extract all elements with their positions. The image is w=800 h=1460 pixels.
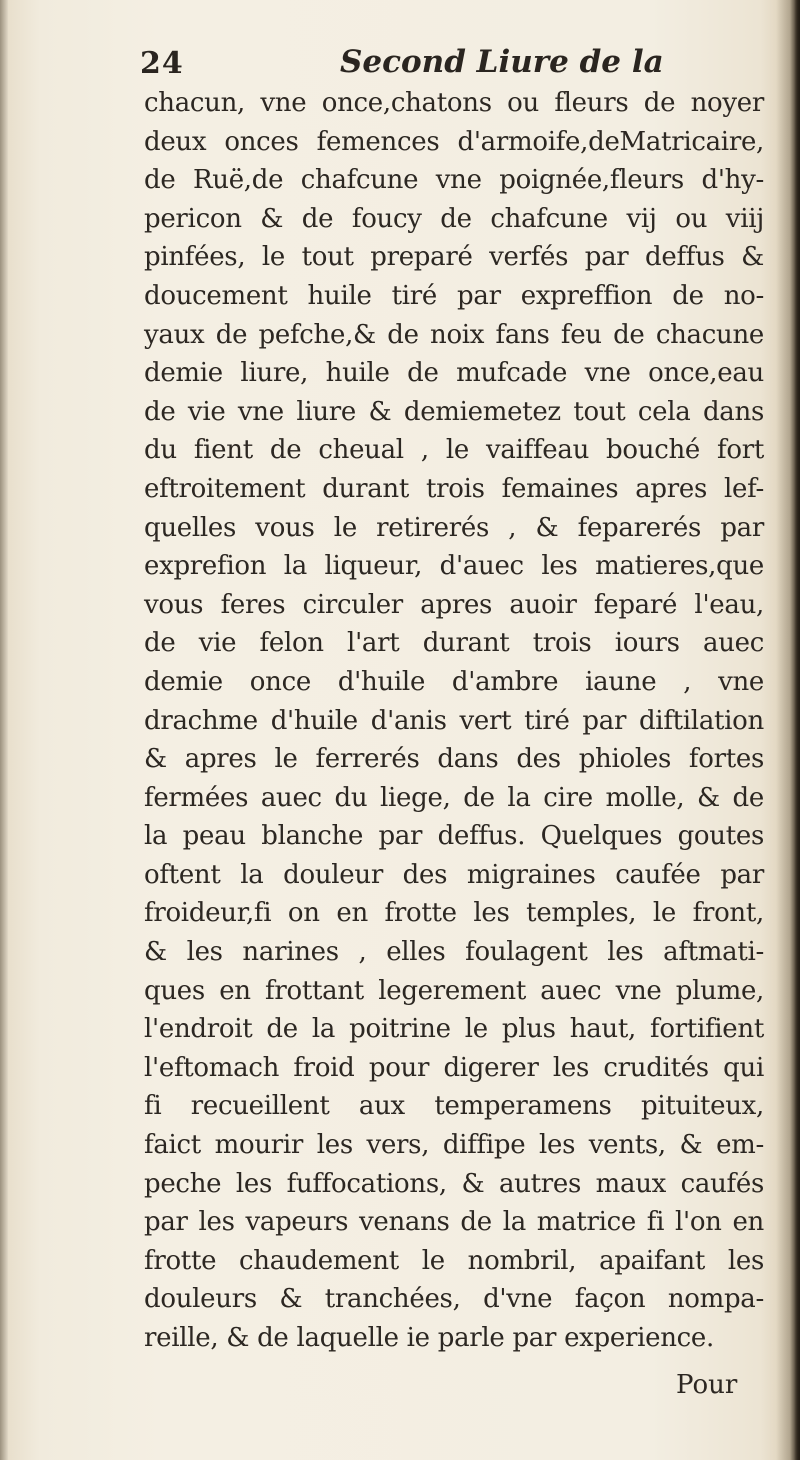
- text-line: yaux de pefche,& de noix fans feu de chacune: [144, 319, 764, 350]
- text-line: du fient de cheual , le vaiffeau bouché fort: [144, 435, 764, 466]
- text-line: demie once d'huile d'ambre iaune , vne: [144, 666, 764, 697]
- text-line: pinfées, le tout preparé verfés par deffus &: [144, 242, 764, 273]
- text-line: deux onces femences d'armoife,deMatricaire,: [144, 126, 764, 157]
- text-line: peche les fuffocations, & autres maux caufés: [144, 1168, 764, 1199]
- text-line: ques en frottant legerement auec vne plume,: [144, 975, 764, 1006]
- text-line: doucement huile tiré par expreffion de no-: [144, 280, 764, 311]
- text-line: faict mourir les vers, diffipe les vents, & em-: [144, 1130, 764, 1161]
- page-number: 24: [140, 46, 184, 81]
- text-line: pericon & de foucy de chafcune vij ou viij: [144, 203, 764, 234]
- running-head: [140, 40, 740, 88]
- text-line: froideur,fi on en frotte les temples, le front,: [144, 898, 764, 929]
- page-left-edge: [0, 0, 8, 1460]
- text-line: & apres le ferrerés dans des phioles fortes: [144, 744, 764, 775]
- text-line: douleurs & tranchées, d'vne façon nompa-: [144, 1284, 764, 1315]
- text-line: de vie felon l'art durant trois iours auec: [144, 628, 764, 659]
- text-line: l'endroit de la poitrine le plus haut, fortifient: [144, 1014, 764, 1045]
- text-line: & les narines , elles foulagent les aftmati-: [144, 937, 764, 968]
- page-gutter-shadow: [776, 0, 800, 1460]
- text-line: frotte chaudement le nombril, apaifant les: [144, 1245, 764, 1276]
- text-line: chacun, vne once,chatons ou fleurs de noyer: [144, 88, 764, 118]
- text-line: drachme d'huile d'anis vert tiré par diftilation: [144, 705, 764, 736]
- text-line: exprefion la liqueur, d'auec les matieres,que: [144, 551, 764, 582]
- text-line: fi recueillent aux temperamens pituiteux,: [144, 1091, 764, 1122]
- text-line: par les vapeurs venans de la matrice fi l'on en: [144, 1207, 764, 1238]
- text-line: oftent la douleur des migraines caufée par: [144, 859, 764, 890]
- text-line: de Ruë,de chafcune vne poignée,fleurs d'hy-: [144, 165, 764, 196]
- text-line: de vie vne liure & demiemetez tout cela dans: [144, 396, 764, 427]
- running-title: Second Liure de la: [340, 44, 664, 80]
- catchword: Pour: [676, 1370, 738, 1400]
- text-line: l'eftomach froid pour digerer les crudités qui: [144, 1052, 764, 1083]
- text-line: vous feres circuler apres auoir feparé l'eau,: [144, 589, 764, 620]
- text-line: la peau blanche par deffus. Quelques goutes: [144, 821, 764, 852]
- text-line: fermées auec du liege, de la cire molle, & de: [144, 782, 764, 813]
- text-line: eftroitement durant trois femaines apres lef-: [144, 473, 764, 504]
- text-line: quelles vous le retirerés , & feparerés par: [144, 512, 764, 543]
- body-text: [144, 84, 764, 1358]
- text-line: reille, & de laquelle ie parle par experience.: [144, 1323, 714, 1353]
- text-line: demie liure, huile de mufcade vne once,eau: [144, 358, 764, 389]
